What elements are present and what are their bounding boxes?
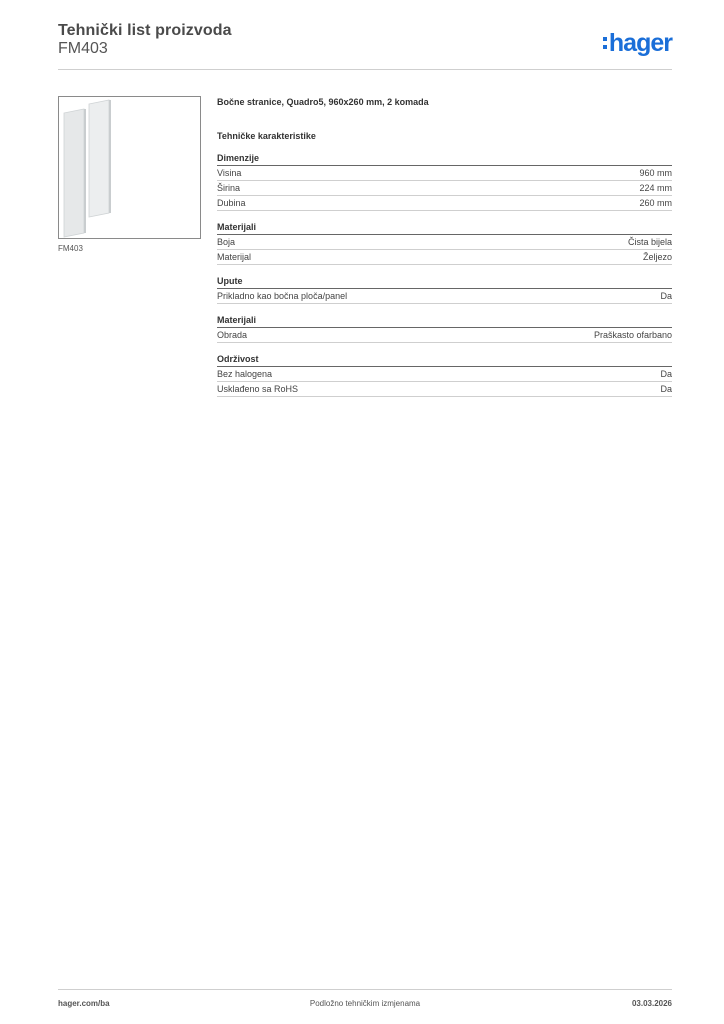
- product-image: [58, 96, 201, 239]
- spec-row: [217, 250, 672, 265]
- footer-date: 03.03.2026: [631, 999, 672, 1008]
- spec-label: Materijal: [217, 252, 252, 262]
- product-description: Bočne stranice, Quadro5, 960x260 mm, 2 komada: [217, 97, 429, 107]
- spec-row: [217, 196, 672, 211]
- group-instructions: [217, 275, 672, 304]
- group-title: Održivost: [217, 353, 672, 367]
- technical-characteristics-heading: Tehničke karakteristike: [217, 131, 316, 141]
- spec-row: [217, 367, 672, 382]
- group-title: Materijali: [217, 314, 672, 328]
- logo-colon-icon: [603, 33, 607, 53]
- spec-value: Da: [660, 291, 672, 301]
- spec-value: 224 mm: [639, 183, 672, 193]
- footer-note: Podložno tehničkim izmjenama: [309, 999, 421, 1008]
- spec-label: Širina: [217, 183, 241, 193]
- spec-row: [217, 181, 672, 196]
- product-details: [217, 96, 672, 397]
- website-link[interactable]: hager.com/ba: [58, 999, 110, 1008]
- spec-value: Da: [660, 369, 672, 379]
- group-title: Materijali: [217, 221, 672, 235]
- document-title: Tehnički list proizvoda: [58, 22, 232, 39]
- spec-label: Dubina: [217, 198, 246, 208]
- hager-logo[interactable]: [603, 29, 672, 57]
- page-footer: [58, 989, 672, 1011]
- logo-text: hager: [608, 28, 672, 57]
- spec-label: Visina: [217, 168, 242, 178]
- spec-row: [217, 328, 672, 343]
- spec-label: Usklađeno sa RoHS: [217, 384, 299, 394]
- spec-row: [217, 289, 672, 304]
- spec-value: Željezo: [642, 252, 672, 262]
- group-finish: [217, 314, 672, 343]
- image-caption: FM403: [58, 244, 83, 253]
- spec-label: Boja: [217, 237, 236, 247]
- group-dimensions: [217, 152, 672, 211]
- spec-value: 960 mm: [639, 168, 672, 178]
- spec-row: [217, 235, 672, 250]
- group-materials: [217, 221, 672, 265]
- spec-label: Prikladno kao bočna ploča/panel: [217, 291, 348, 301]
- spec-label: Obrada: [217, 330, 248, 340]
- spec-value: Da: [660, 384, 672, 394]
- page-header: [58, 20, 672, 70]
- spec-value: 260 mm: [639, 198, 672, 208]
- group-sustainability: [217, 353, 672, 397]
- spec-row: [217, 166, 672, 181]
- product-code: FM403: [58, 40, 108, 57]
- group-title: Dimenzije: [217, 152, 672, 166]
- side-panels-illustration: [59, 97, 200, 238]
- spec-value: Čista bijela: [627, 237, 672, 247]
- spec-row: [217, 382, 672, 397]
- group-title: Upute: [217, 275, 672, 289]
- spec-label: Bez halogena: [217, 369, 273, 379]
- spec-value: Praškasto ofarbano: [593, 330, 672, 340]
